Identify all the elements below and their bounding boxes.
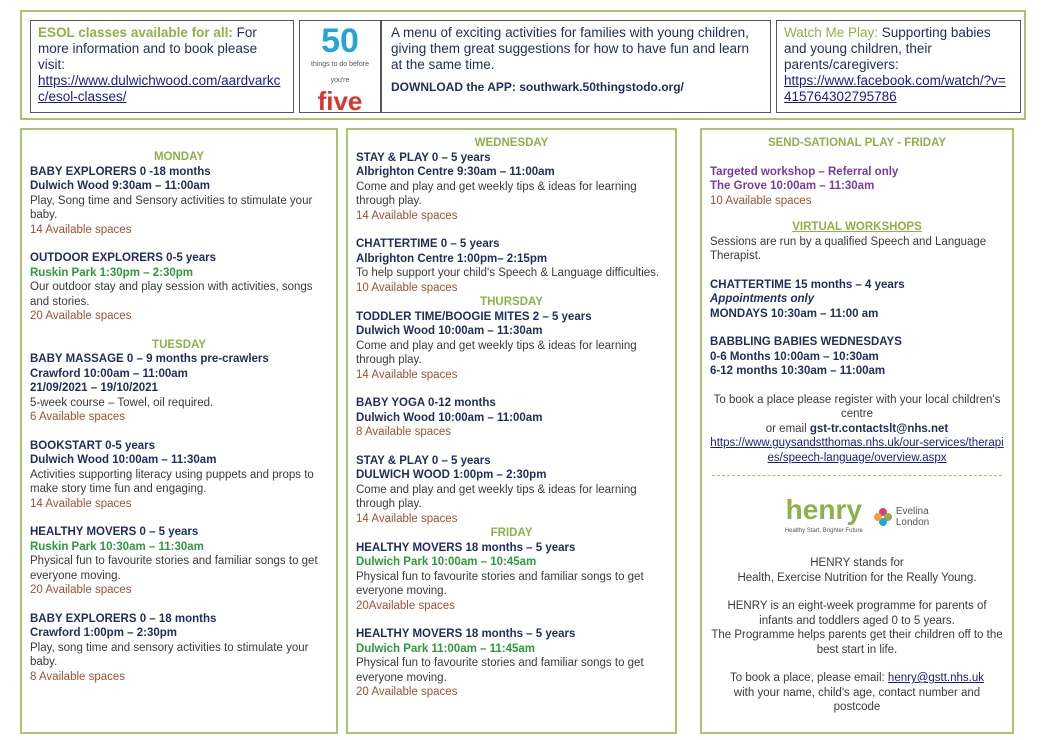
chattertime-time: MONDAYS 10:30am – 11:00 am	[710, 307, 879, 320]
item-location: Dulwich Park 11:00am – 11:45am	[356, 642, 535, 655]
item-spaces: 20 Available spaces	[356, 686, 458, 698]
evelina-text-1: Evelina	[895, 506, 929, 517]
henry-book-prefix: To book a place, please email:	[730, 672, 888, 684]
list-item	[356, 454, 667, 527]
esol-text: For more information and to book please visit:	[38, 25, 258, 72]
item-title: HEALTHY MOVERS 18 months – 5 years	[356, 628, 576, 640]
divider	[712, 475, 1002, 476]
item-location: Ruskin Park 10:30am – 11:30am	[30, 540, 204, 553]
tuesday-heading: TUESDAY	[152, 338, 206, 351]
item-spaces: 8 Available spaces	[356, 426, 452, 438]
henry-help: The Programme helps parents get their children off to the best start in life.	[711, 629, 1003, 656]
list-item	[30, 352, 328, 425]
item-spaces: 14 Available spaces	[30, 497, 132, 510]
henry-email-link[interactable]: henry@gstt.nhs.uk	[887, 672, 984, 684]
item-desc: Play, Song time and Sensory activities to stimulate your baby.	[30, 194, 313, 221]
list-item	[30, 165, 328, 238]
esol-title: ESOL classes available for all:	[38, 25, 233, 40]
logos-row	[710, 486, 1004, 548]
item-location: Crawford 1:00pm – 2:30pm	[30, 627, 177, 639]
grove-spaces: 10 Available spaces	[710, 194, 812, 207]
henry-logo	[784, 493, 863, 539]
babbling-title: BABBLING BABIES WEDNESDAYS	[710, 336, 902, 348]
babbling-time-1: 0-6 Months 10:00am – 10:30am	[710, 350, 879, 363]
item-title: OUTDOOR EXPLORERS 0-5 years	[30, 252, 216, 264]
henry-tagline: Healthy Start, Brighter Future	[784, 527, 863, 534]
item-location: Ruskin Park 1:30pm – 2:30pm	[30, 266, 193, 279]
item-desc: To help support your child's Speech & Language difficulties.	[356, 267, 660, 279]
henry-logo-text: henry	[785, 493, 862, 525]
item-spaces: 14 Available spaces	[356, 512, 458, 525]
menu-box	[381, 20, 771, 113]
item-spaces: 20 Available spaces	[30, 584, 132, 596]
list-item	[356, 541, 667, 614]
wednesday-heading: WEDNESDAY	[474, 137, 549, 149]
item-spaces: 6 Available spaces	[30, 411, 126, 423]
item-title: TODDLER TIME/BOOGIE MITES 2 – 5 years	[356, 310, 592, 323]
chattertime-appointments: Appointments only	[710, 293, 815, 305]
top-banner	[20, 10, 1026, 120]
virtual-workshops-heading: VIRTUAL WORKSHOPS	[792, 221, 922, 233]
item-title: BABY EXPLORERS 0 – 18 months	[30, 612, 217, 625]
item-desc: Our outdoor stay and play session with activities, songs and stories.	[30, 281, 313, 308]
item-spaces: 14 Available spaces	[30, 223, 132, 236]
babbling-time-2: 6-12 months 10:30am – 11:00am	[710, 365, 886, 377]
virtual-workshops-desc: Sessions are run by a qualified Speech and Language Therapist.	[710, 235, 987, 262]
esol-box	[30, 20, 294, 113]
item-title: CHATTERTIME 0 – 5 years	[356, 238, 500, 250]
list-item	[30, 612, 328, 685]
item-title: BABY MASSAGE 0 – 9 months pre-crawlers	[30, 353, 269, 365]
evelina-flower-icon	[873, 507, 893, 527]
watch-link[interactable]: https://www.facebook.com/watch/?v=415764302795786	[784, 73, 1006, 104]
logo-word: five	[317, 86, 363, 116]
item-desc: Play, song time and sensory activities to stimulate your baby.	[30, 641, 309, 668]
item-spaces: 20Available spaces	[356, 599, 455, 612]
chattertime-block	[710, 278, 1004, 322]
item-title: BABY EXPLORERS 0 -18 months	[30, 165, 211, 178]
item-spaces: 10 Available spaces	[356, 281, 458, 294]
list-item	[356, 396, 667, 440]
item-desc: Activities supporting literacy using puppets and props to make story time fun and engaging.	[30, 468, 314, 495]
item-desc: Come and play and get weekly tips & ideas for learning through play.	[356, 180, 637, 207]
list-item	[30, 525, 328, 598]
item-location: Dulwich Wood 10:00am – 11:30am	[356, 325, 543, 337]
monday-heading: MONDAY	[153, 151, 205, 163]
item-location: Dulwich Park 10:00am – 10:45am	[356, 556, 537, 568]
grove-time: The Grove 10:00am – 11:30am	[710, 180, 875, 192]
watch-title: Watch Me Play:	[784, 25, 879, 40]
item-desc: Come and play and get weekly tips & ideas for learning through play.	[356, 339, 637, 366]
list-item	[356, 151, 667, 224]
item-dates: 21/09/2021 – 19/10/2021	[30, 382, 158, 394]
menu-text: A menu of exciting activities for families with young children, giving them great suggestions for how to have fun and learn at the same time.	[391, 25, 749, 72]
item-desc: 5-week course – Towel, oil required.	[30, 396, 214, 409]
watch-me-play-box	[776, 20, 1021, 113]
logo-number: 50	[321, 22, 359, 60]
item-title: BOOKSTART 0-5 years	[30, 439, 156, 452]
list-item	[356, 627, 667, 700]
list-item	[356, 310, 667, 383]
targeted-title: Targeted workshop – Referral only	[710, 165, 899, 178]
chattertime-title: CHATTERTIME 15 months – 4 years	[710, 278, 905, 291]
item-location: Albrighton Centre 1:00pm– 2:15pm	[356, 252, 548, 265]
babbling-babies-block	[710, 335, 1004, 379]
item-spaces: 8 Available spaces	[30, 670, 126, 683]
item-location: Dulwich Wood 9:30am – 11:00am	[30, 180, 211, 192]
watch-text: Supporting babies and young children, their parents/caregivers:	[784, 25, 991, 72]
item-location: DULWICH WOOD 1:00pm – 2:30pm	[356, 469, 547, 481]
list-item	[30, 251, 328, 324]
henry-stands: HENRY stands for	[810, 557, 904, 569]
logo-small-text: things to do before you're	[311, 61, 369, 84]
item-spaces: 20 Available spaces	[30, 310, 132, 322]
send-heading: SEND-SATIONAL PLAY - FRIDAY	[767, 137, 947, 149]
item-desc: Physical fun to favourite stories and familiar songs to get everyone moving.	[356, 570, 644, 597]
henry-programme: HENRY is an eight-week programme for parents of infants and toddlers aged 0 to 5 years.	[727, 600, 987, 627]
item-title: STAY & PLAY 0 – 5 years	[356, 151, 491, 164]
monday-tuesday-column	[20, 128, 338, 734]
evelina-text-2: London	[895, 517, 930, 528]
fifty-things-logo	[299, 20, 381, 116]
list-item	[30, 439, 328, 512]
henry-info	[710, 556, 1004, 715]
item-spaces: 14 Available spaces	[356, 209, 458, 222]
item-desc: Physical fun to favourite stories and familiar songs to get everyone moving.	[356, 657, 644, 684]
booking-email-prefix: or email	[765, 422, 810, 435]
evelina-logo	[873, 506, 929, 528]
item-location: Dulwich Wood 10:00am – 11:30am	[30, 454, 217, 466]
item-location: Albrighton Centre 9:30am – 11:00am	[356, 166, 555, 178]
item-location: Dulwich Wood 10:00am – 11:00am	[356, 411, 543, 424]
item-title: BABY YOGA 0-12 months	[356, 397, 496, 409]
booking-link[interactable]: https://www.guysandstthomas.nhs.uk/our-services/therapies/speech-language/overview.aspx	[710, 437, 1004, 464]
list-item	[356, 237, 667, 295]
item-desc: Come and play and get weekly tips & ideas for learning through play.	[356, 483, 637, 510]
item-desc: Physical fun to favourite stories and familiar songs to get everyone moving.	[30, 555, 318, 582]
send-sational-column	[700, 128, 1014, 734]
download-app-text[interactable]: DOWNLOAD the APP: southwark.50thingstodo.org/	[391, 80, 684, 94]
item-spaces: 14 Available spaces	[356, 368, 458, 381]
booking-text: To book a place please register with your local children's centre	[713, 393, 1001, 420]
item-location: Crawford 10:00am – 11:00am	[30, 367, 188, 380]
item-title: STAY & PLAY 0 – 5 years	[356, 454, 491, 467]
booking-info	[710, 393, 1004, 466]
thursday-heading: THURSDAY	[480, 296, 543, 308]
item-title: HEALTHY MOVERS 18 months – 5 years	[356, 541, 576, 554]
wed-thu-fri-column	[346, 128, 677, 734]
henry-book-details: with your name, child's age, contact number and postcode	[733, 686, 981, 713]
friday-heading: FRIDAY	[490, 527, 533, 539]
henry-full-name: Health, Exercise Nutrition for the Really Young.	[737, 571, 977, 584]
item-title: HEALTHY MOVERS 0 – 5 years	[30, 526, 199, 538]
esol-link[interactable]: https://www.dulwichwood.com/aardvarkcc/esol-classes/	[38, 73, 281, 104]
booking-email[interactable]: gst-tr.contactslt@nhs.net	[809, 422, 949, 435]
targeted-workshop	[710, 165, 1004, 209]
